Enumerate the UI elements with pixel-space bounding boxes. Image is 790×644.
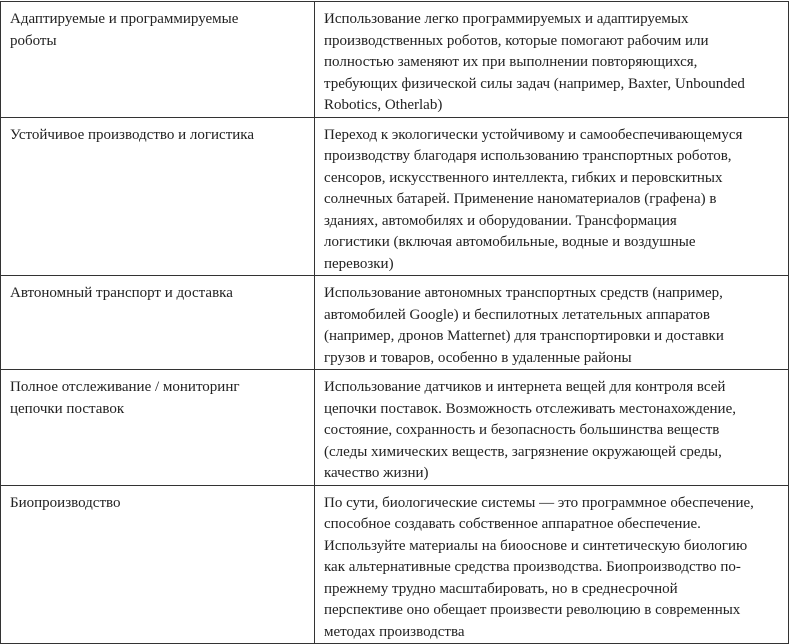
text-line: Использование автономных транспортных средств (например, (324, 285, 723, 301)
text-line: качество жизни) (324, 465, 429, 481)
term-cell (1, 117, 315, 276)
text-line: состояние, сохранность и безопасность большинства веществ (324, 422, 720, 438)
text-line: грузов и товаров, особенно в удаленные районы (324, 349, 632, 366)
text-line: Использование датчиков и интернета вещей для контроля всей (324, 379, 726, 395)
text-line: роботы (10, 32, 57, 49)
description-cell (315, 276, 789, 370)
text-line: зданиях, автомобилях и оборудовании. Трансформация (324, 212, 677, 229)
text-line: цепочки поставок (10, 400, 125, 417)
text-line: Адаптируемые и программируемые (10, 11, 239, 27)
text-line: производственных роботов, которые помогают рабочим или (324, 32, 709, 49)
text-line: Полное отслеживание / мониторинг (10, 379, 240, 395)
text-line: Биопроизводство (10, 494, 121, 511)
text-line: перевозки) (324, 255, 394, 272)
table-row (1, 276, 789, 370)
text-line: Robotics, Otherlab) (324, 97, 443, 113)
text-line: Автономный транспорт и доставка (10, 285, 233, 301)
term-cell (1, 2, 315, 118)
text-line: требующих физической силы задач (например, Baxter, Unbounded (324, 75, 745, 92)
text-line: полностью заменяют их при выполнении повторяющихся, (324, 54, 698, 70)
text-line: перспективе оно обещает произвести революцию в современных (324, 602, 741, 618)
text-line: По сути, биологические системы — это программное обеспечение, (324, 494, 754, 511)
description-cell (315, 117, 789, 276)
description-cell (315, 370, 789, 486)
technology-table (0, 1, 789, 644)
text-line: производству благодаря использованию транспортных роботов, (324, 148, 732, 164)
term-cell (1, 485, 315, 644)
text-line: Использование легко программируемых и адаптируемых (324, 11, 689, 27)
text-line: (например, дронов Matternet) для транспортировки и доставки (324, 328, 724, 344)
text-line: логистики (включая автомобильные, водные и воздушные (324, 234, 696, 250)
text-line: (следы химических веществ, загрязнение окружающей среды, (324, 443, 722, 460)
text-line: сенсоров, искусственного интеллекта, гибких и перовскитных (324, 169, 723, 186)
text-line: способное создавать собственное аппаратное обеспечение. (324, 516, 701, 532)
table-row (1, 117, 789, 276)
text-line: цепочки поставок. Возможность отслеживать местонахождение, (324, 400, 736, 417)
text-line: как альтернативные средства производства. Биопроизводство по- (324, 559, 741, 575)
table-row (1, 370, 789, 486)
table-row (1, 485, 789, 644)
term-cell (1, 370, 315, 486)
text-line: Используйте материалы на биооснове и синтетическую биологию (324, 537, 748, 554)
text-line: прежнему трудно масштабировать, но в среднесрочной (324, 580, 678, 597)
description-cell (315, 485, 789, 644)
text-line: автомобилей Google) и беспилотных летательных аппаратов (324, 306, 710, 323)
table-row (1, 2, 789, 118)
term-cell (1, 276, 315, 370)
text-line: солнечных батарей. Применение наноматериалов (графена) в (324, 191, 717, 207)
text-line: Устойчивое производство и логистика (10, 126, 255, 143)
text-line: Переход к экологически устойчивому и самообеспечивающемуся (324, 126, 743, 143)
description-cell (315, 2, 789, 118)
text-line: методах производства (324, 623, 465, 640)
